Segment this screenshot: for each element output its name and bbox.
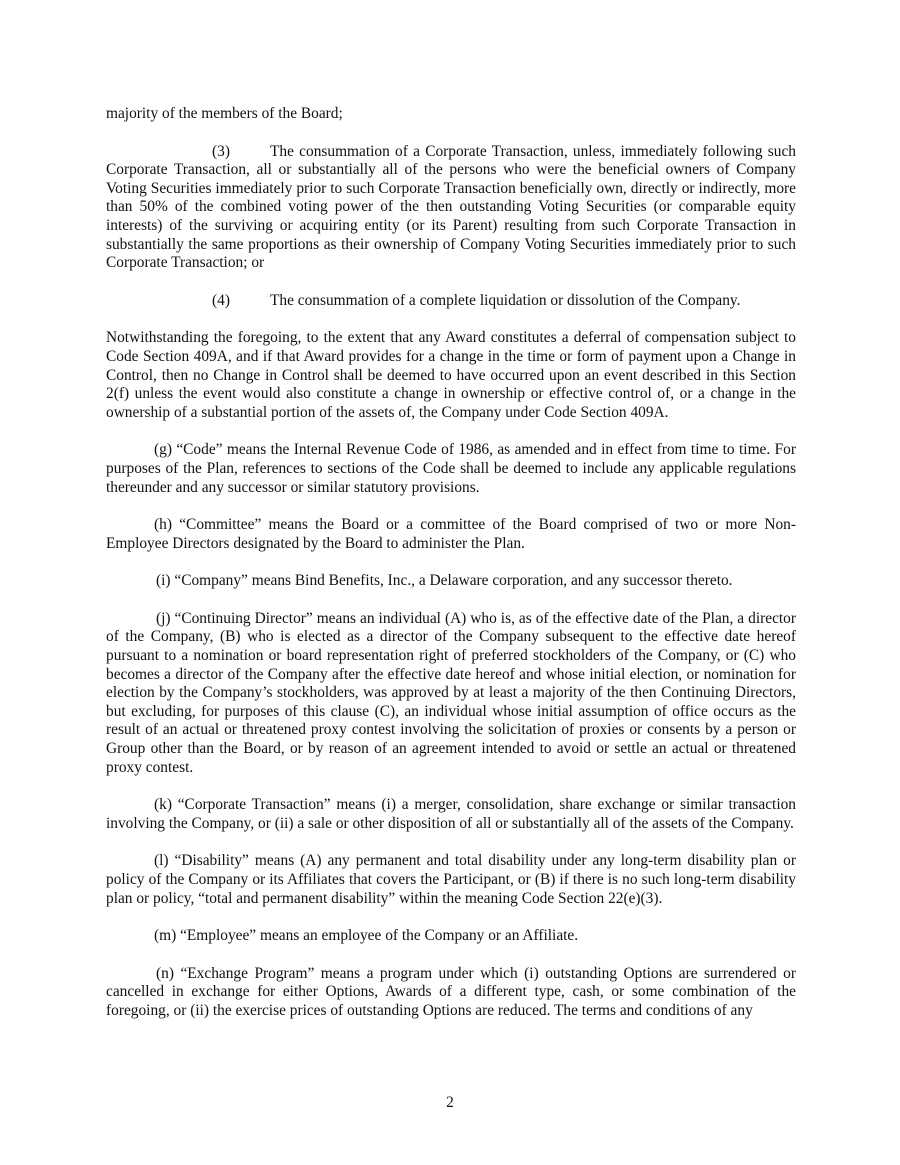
paragraph-notwithstanding: Notwithstanding the foregoing, to the extent that any Award constitutes a deferral of compensation subject to Code Section 409A, and if that Award provides for a change in the time or form of payment upon a Change in Control, then no Change in Control shall be deemed to have occurred upon an event described in this Section 2(f) unless the event would also constitute a change in ownership or effective control of, or a change in the ownership of a substantial portion of the assets of, the Company under Code Section 409A. <box>106 329 796 421</box>
definition-corporate-transaction: (k) “Corporate Transaction” means (i) a merger, consolidation, share exchange or similar transaction involving the Company, or (ii) a sale or other disposition of all or substantially all of the assets of the Company. <box>106 796 796 832</box>
clause-number: (3) <box>212 142 230 160</box>
definition-exchange-program: (n) “Exchange Program” means a program under which (i) outstanding Options are surrendered or cancelled in exchange for either Options, Awards of a different type, cash, or some combination of the foregoing, or (ii) the exercise prices of outstanding Options are reduced. The terms and conditions of any <box>106 964 796 1019</box>
definition-continuing-director: (j) “Continuing Director” means an individual (A) who is, as of the effective date of the Plan, a director of the Company, (B) who is elected as a director of the Company subsequent to the effective date hereof pursuant to a nomination or board representation right of preferred stockholders of the Company, or (C) who becomes a director of the Company after the effective date hereof and whose initial election, or nomination for election by the Company’s stockholders, was approved by at least a majority of the then Continuing Directors, but excluding, for purposes of this clause (C), an individual whose initial assumption of office occurs as the result of an actual or threatened proxy contest involving the solicitation of proxies or consents by a person or Group other than the Board, or by reason of an agreement intended to avoid or settle an actual or threatened proxy contest. <box>106 609 796 776</box>
definition-employee: (m) “Employee” means an employee of the Company or an Affiliate. <box>154 927 579 945</box>
paragraph-continued: majority of the members of the Board; <box>106 105 343 122</box>
definition-code: (g) “Code” means the Internal Revenue Code of 1986, as amended and in effect from time to time. For purposes of the Plan, references to sections of the Code shall be deemed to include any applicable regulations thereunder and any successor or similar statutory provisions. <box>106 441 796 496</box>
definition-disability: (l) “Disability” means (A) any permanent and total disability under any long-term disability plan or policy of the Company or its Affiliates that covers the Participant, or (B) if there is no such long-term disability plan or policy, “total and permanent disability” within the meaning Code Section 22(e)(3). <box>106 852 796 907</box>
definition-company: (i) “Company” means Bind Benefits, Inc., a Delaware corporation, and any successor thereto. <box>156 572 733 590</box>
paragraph-clause-3 <box>106 143 796 273</box>
clause-number: (4) <box>212 291 230 309</box>
document-body <box>106 105 796 1040</box>
paragraph-clause-4 <box>106 292 796 311</box>
page-number: 2 <box>446 1094 454 1111</box>
clause-text: The consummation of a complete liquidation or dissolution of the Company. <box>270 291 741 309</box>
clause-text: The consummation of a Corporate Transaction, unless, immediately following such Corporate Transaction, all or substantially all of the persons who were the beneficial owners of Company Voting Securities immediately prior to such Corporate Transaction beneficially own, directly or indirectly, more than 50% of the combined voting power of the then outstanding Voting Securities (or comparable equity interests) of the surviving or acquiring entity (or its Parent) resulting from such Corporate Transaction in substantially the same proportions as their ownership of Company Voting Securities immediately prior to such Corporate Transaction; or <box>106 142 796 272</box>
definition-committee: (h) “Committee” means the Board or a committee of the Board comprised of two or more Non-Employee Directors designated by the Board to administer the Plan. <box>106 516 796 552</box>
